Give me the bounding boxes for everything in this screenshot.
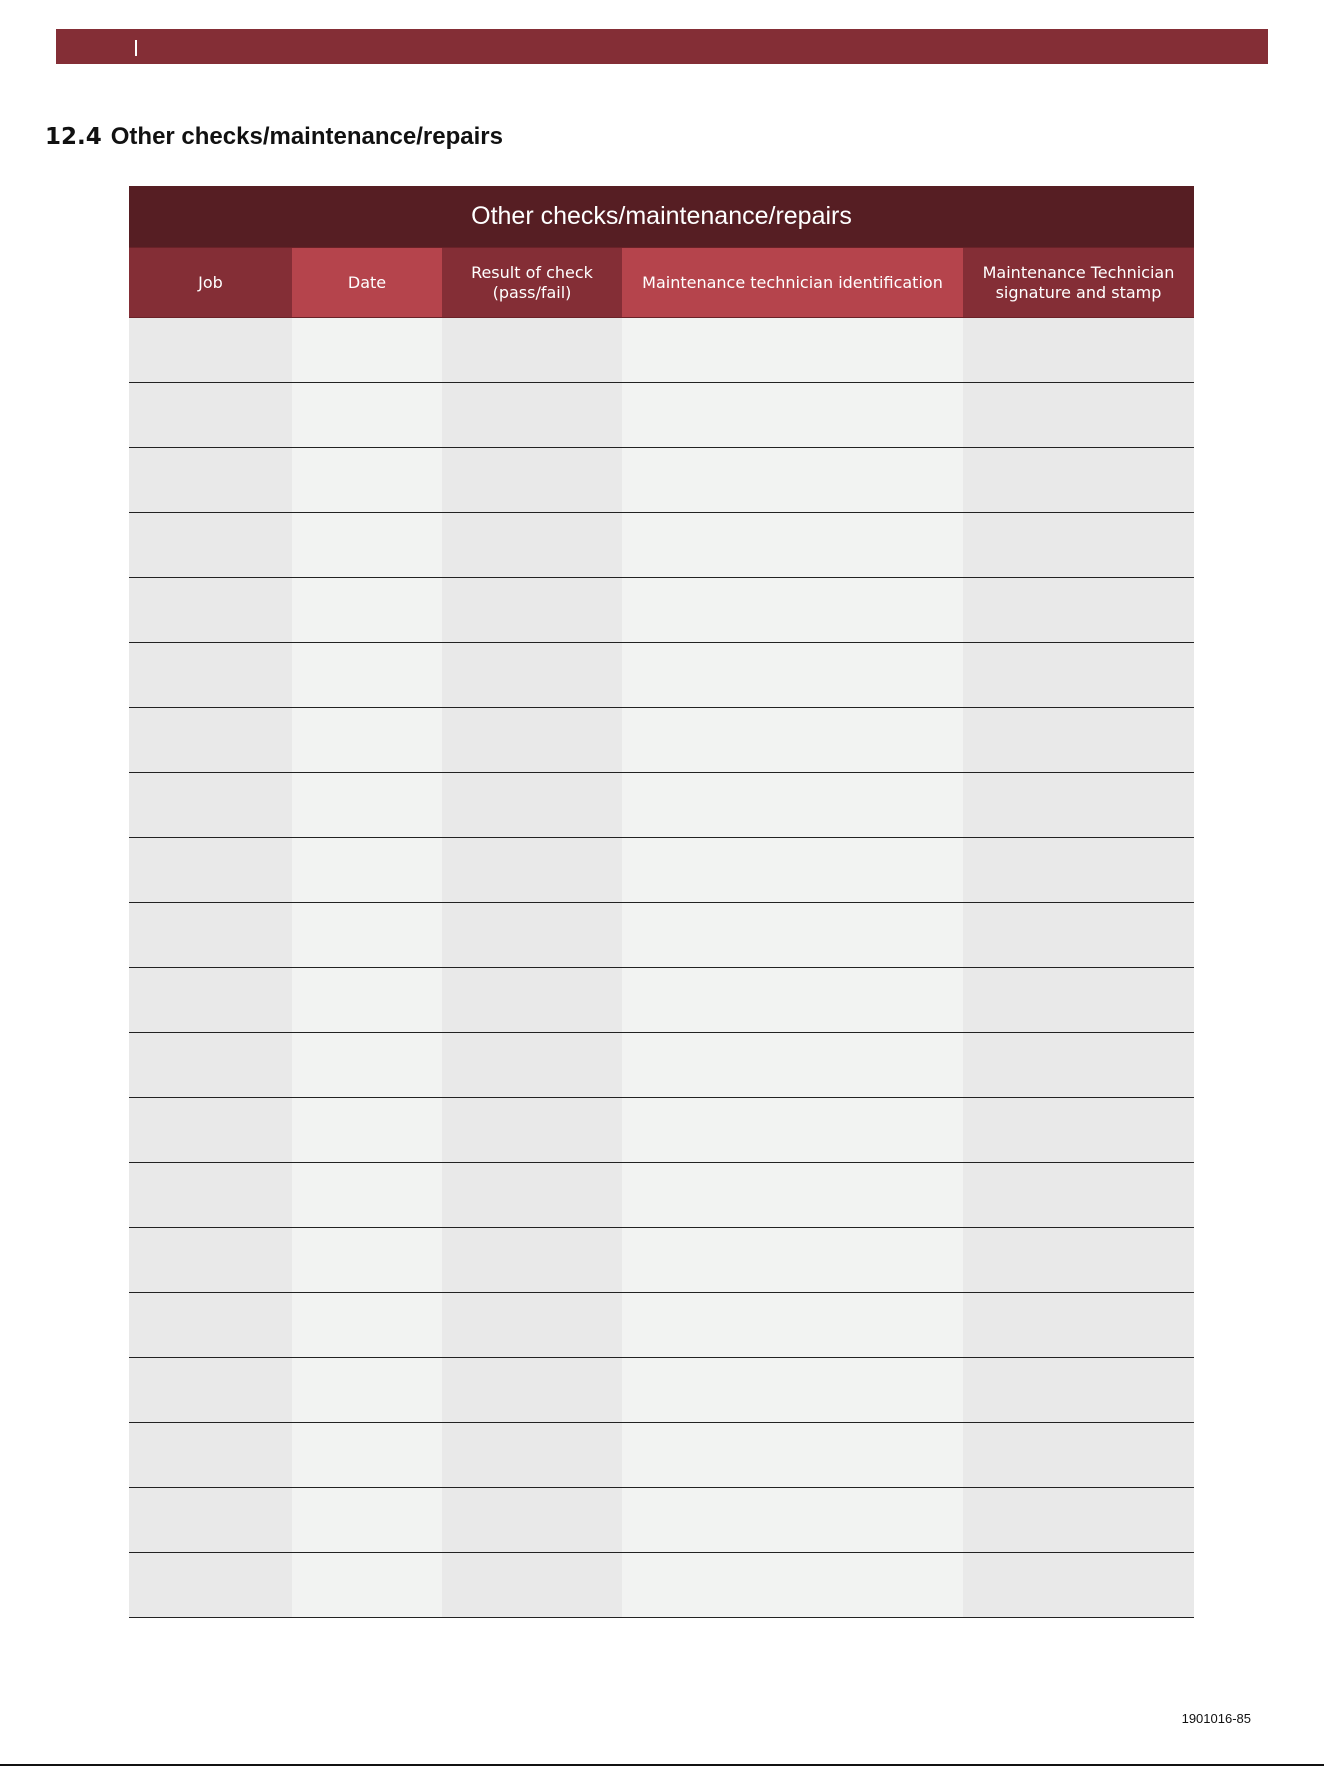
result-cell[interactable] — [442, 1358, 622, 1422]
job-cell[interactable] — [129, 513, 292, 577]
signature-cell[interactable] — [963, 1228, 1194, 1292]
technician-id-cell[interactable] — [622, 578, 963, 642]
technician-id-cell[interactable] — [622, 513, 963, 577]
signature-cell[interactable] — [963, 1163, 1194, 1227]
technician-id-cell[interactable] — [622, 448, 963, 512]
table-row — [129, 1423, 1194, 1488]
date-cell[interactable] — [292, 383, 442, 447]
date-cell[interactable] — [292, 773, 442, 837]
technician-id-cell[interactable] — [622, 1553, 963, 1617]
job-cell[interactable] — [129, 383, 292, 447]
technician-id-cell[interactable] — [622, 838, 963, 902]
column-header-technician-id: Maintenance technician identification — [622, 248, 963, 317]
technician-id-cell[interactable] — [622, 1228, 963, 1292]
result-cell[interactable] — [442, 1098, 622, 1162]
banner-divider — [135, 40, 137, 56]
result-cell[interactable] — [442, 513, 622, 577]
section-number: 12.4 — [45, 124, 102, 150]
job-cell[interactable] — [129, 643, 292, 707]
date-cell[interactable] — [292, 1228, 442, 1292]
date-cell[interactable] — [292, 448, 442, 512]
result-cell[interactable] — [442, 968, 622, 1032]
technician-id-cell[interactable] — [622, 1033, 963, 1097]
maintenance-log-table — [129, 186, 1194, 1618]
signature-cell[interactable] — [963, 1098, 1194, 1162]
job-cell[interactable] — [129, 1033, 292, 1097]
technician-id-cell[interactable] — [622, 318, 963, 382]
job-cell[interactable] — [129, 448, 292, 512]
signature-cell[interactable] — [963, 903, 1194, 967]
signature-cell[interactable] — [963, 1358, 1194, 1422]
table-row — [129, 968, 1194, 1033]
table-row — [129, 513, 1194, 578]
date-cell[interactable] — [292, 1098, 442, 1162]
result-cell[interactable] — [442, 773, 622, 837]
date-cell[interactable] — [292, 1423, 442, 1487]
column-header-date: Date — [292, 248, 442, 317]
job-cell[interactable] — [129, 968, 292, 1032]
signature-cell[interactable] — [963, 773, 1194, 837]
table-title: Other checks/maintenance/repairs — [129, 186, 1194, 247]
technician-id-cell[interactable] — [622, 1488, 963, 1552]
table-row — [129, 318, 1194, 383]
table-row — [129, 383, 1194, 448]
table-row — [129, 1553, 1194, 1618]
job-cell[interactable] — [129, 1553, 292, 1617]
table-row — [129, 448, 1194, 513]
table-row — [129, 1163, 1194, 1228]
result-cell[interactable] — [442, 1228, 622, 1292]
job-cell[interactable] — [129, 1293, 292, 1357]
job-cell[interactable] — [129, 708, 292, 772]
date-cell[interactable] — [292, 643, 442, 707]
job-cell[interactable] — [129, 578, 292, 642]
technician-id-cell[interactable] — [622, 1293, 963, 1357]
date-cell[interactable] — [292, 838, 442, 902]
table-row — [129, 578, 1194, 643]
section-heading — [45, 123, 503, 151]
document-number: 1901016-85 — [1181, 1711, 1251, 1726]
table-row — [129, 773, 1194, 838]
column-header-job: Job — [129, 248, 292, 317]
signature-cell[interactable] — [963, 383, 1194, 447]
table-row — [129, 1098, 1194, 1163]
signature-cell[interactable] — [963, 578, 1194, 642]
job-cell[interactable] — [129, 773, 292, 837]
signature-cell[interactable] — [963, 838, 1194, 902]
table-row — [129, 1293, 1194, 1358]
table-row — [129, 838, 1194, 903]
result-cell[interactable] — [442, 318, 622, 382]
technician-id-cell[interactable] — [622, 708, 963, 772]
table-row — [129, 643, 1194, 708]
technician-id-cell[interactable] — [622, 1358, 963, 1422]
signature-cell[interactable] — [963, 513, 1194, 577]
job-cell[interactable] — [129, 903, 292, 967]
table-header-row — [129, 247, 1194, 318]
result-cell[interactable] — [442, 643, 622, 707]
date-cell[interactable] — [292, 1358, 442, 1422]
date-cell[interactable] — [292, 968, 442, 1032]
table-row — [129, 1488, 1194, 1553]
date-cell[interactable] — [292, 1033, 442, 1097]
date-cell[interactable] — [292, 1163, 442, 1227]
result-cell[interactable] — [442, 1488, 622, 1552]
signature-cell[interactable] — [963, 1033, 1194, 1097]
signature-cell[interactable] — [963, 1293, 1194, 1357]
table-row — [129, 1228, 1194, 1293]
table-row — [129, 1033, 1194, 1098]
result-cell[interactable] — [442, 1163, 622, 1227]
signature-cell[interactable] — [963, 448, 1194, 512]
date-cell[interactable] — [292, 1488, 442, 1552]
technician-id-cell[interactable] — [622, 968, 963, 1032]
result-cell[interactable] — [442, 1033, 622, 1097]
job-cell[interactable] — [129, 318, 292, 382]
table-row — [129, 708, 1194, 773]
table-body — [129, 318, 1194, 1618]
job-cell[interactable] — [129, 838, 292, 902]
section-title: Other checks/maintenance/repairs — [110, 123, 503, 150]
signature-cell[interactable] — [963, 708, 1194, 772]
result-cell[interactable] — [442, 903, 622, 967]
result-cell[interactable] — [442, 1293, 622, 1357]
column-header-signature: Maintenance Technician signature and stamp — [963, 248, 1194, 317]
technician-id-cell[interactable] — [622, 903, 963, 967]
technician-id-cell[interactable] — [622, 1423, 963, 1487]
technician-id-cell[interactable] — [622, 643, 963, 707]
signature-cell[interactable] — [963, 1488, 1194, 1552]
table-row — [129, 1358, 1194, 1423]
result-cell[interactable] — [442, 1553, 622, 1617]
result-cell[interactable] — [442, 838, 622, 902]
date-cell[interactable] — [292, 318, 442, 382]
top-banner — [56, 29, 1268, 64]
technician-id-cell[interactable] — [622, 1098, 963, 1162]
job-cell[interactable] — [129, 1423, 292, 1487]
result-cell[interactable] — [442, 383, 622, 447]
signature-cell[interactable] — [963, 1553, 1194, 1617]
job-cell[interactable] — [129, 1163, 292, 1227]
job-cell[interactable] — [129, 1228, 292, 1292]
job-cell[interactable] — [129, 1358, 292, 1422]
column-header-result: Result of check (pass/fail) — [442, 248, 622, 317]
date-cell[interactable] — [292, 1553, 442, 1617]
technician-id-cell[interactable] — [622, 773, 963, 837]
job-cell[interactable] — [129, 1488, 292, 1552]
signature-cell[interactable] — [963, 1423, 1194, 1487]
date-cell[interactable] — [292, 578, 442, 642]
date-cell[interactable] — [292, 1293, 442, 1357]
technician-id-cell[interactable] — [622, 1163, 963, 1227]
job-cell[interactable] — [129, 1098, 292, 1162]
signature-cell[interactable] — [963, 643, 1194, 707]
result-cell[interactable] — [442, 708, 622, 772]
date-cell[interactable] — [292, 513, 442, 577]
date-cell[interactable] — [292, 708, 442, 772]
technician-id-cell[interactable] — [622, 383, 963, 447]
date-cell[interactable] — [292, 903, 442, 967]
signature-cell[interactable] — [963, 318, 1194, 382]
result-cell[interactable] — [442, 578, 622, 642]
signature-cell[interactable] — [963, 968, 1194, 1032]
result-cell[interactable] — [442, 1423, 622, 1487]
result-cell[interactable] — [442, 448, 622, 512]
table-row — [129, 903, 1194, 968]
